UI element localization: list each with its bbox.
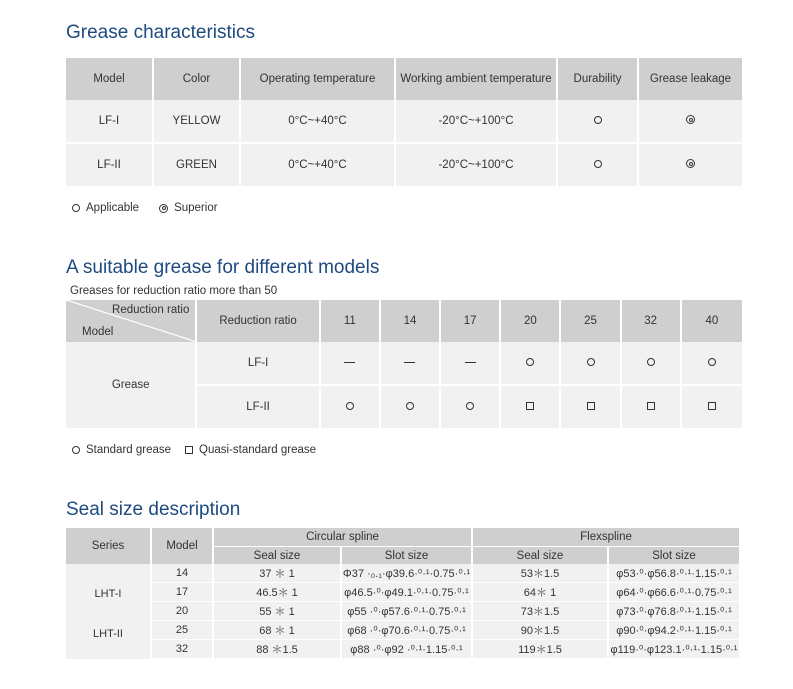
superior-double-circle-icon	[686, 115, 695, 124]
cell-grease-leakage	[639, 144, 742, 186]
seal-size-table	[66, 528, 739, 659]
superior-double-circle-icon	[159, 204, 168, 213]
cell-durability	[558, 144, 639, 186]
cell-circular-slot: φ68 ·⁰·φ70.6·⁰·¹·0.75·⁰·¹	[342, 621, 473, 640]
header-ratio-17: 17	[441, 300, 501, 342]
cell-circular-seal: 68 ＊ 1	[214, 621, 342, 640]
table-header-row	[66, 58, 742, 100]
cell-circular-seal: 55 ＊ 1	[214, 602, 342, 621]
standard-grease-circle-icon	[466, 402, 474, 410]
header-ratio-40: 40	[682, 300, 742, 342]
grease-characteristics-table	[66, 58, 742, 186]
cell-mark	[321, 386, 381, 428]
standard-grease-circle-icon	[526, 358, 534, 366]
table-row	[66, 621, 739, 640]
standard-grease-circle-icon	[406, 402, 414, 410]
header-circular-spline: Circular spline	[214, 528, 473, 546]
table-header-row	[66, 300, 742, 342]
quasi-standard-square-icon	[185, 446, 193, 454]
table-row	[66, 342, 742, 386]
cell-flex-slot: φ90·⁰·φ94.2·⁰·¹·1.15·⁰·¹	[609, 621, 739, 640]
header-flex-slot-size: Slot size	[609, 546, 739, 564]
standard-grease-circle-icon	[72, 446, 80, 454]
header-circular-seal-size: Seal size	[214, 546, 342, 564]
cell-model: 20	[152, 602, 214, 621]
cell-mark	[381, 386, 441, 428]
cell-mark	[381, 342, 441, 386]
cell-mark	[501, 342, 561, 386]
header-ratio-11: 11	[321, 300, 381, 342]
table-row	[66, 100, 742, 144]
cell-durability	[558, 100, 639, 144]
legend-superior-label: Superior	[174, 202, 218, 214]
cell-mark	[441, 342, 501, 386]
cell-mark	[561, 342, 621, 386]
standard-grease-circle-icon	[708, 358, 716, 366]
header-series: Series	[66, 528, 152, 564]
legend-grease-types	[72, 444, 316, 456]
grease-selection-table	[66, 300, 742, 428]
quasi-standard-square-icon	[647, 402, 655, 410]
applicable-circle-icon	[72, 204, 80, 212]
header-flex-seal-size: Seal size	[473, 546, 609, 564]
header-color: Color	[154, 58, 241, 100]
cell-ambient-temp: -20°C~+100°C	[396, 100, 558, 144]
standard-grease-circle-icon	[587, 358, 595, 366]
series-lht-i: LHT-I	[94, 587, 122, 600]
diagonal-header-cell	[66, 300, 197, 342]
table-header-row	[66, 528, 739, 546]
header-model: Model	[66, 58, 154, 100]
cell-mark	[441, 386, 501, 428]
cell-operating-temp: 0°C~+40°C	[241, 144, 396, 186]
cell-circular-slot: φ55 ·⁰·φ57.6·⁰·¹·0.75·⁰·¹	[342, 602, 473, 621]
cell-flex-slot: φ73·⁰·φ76.8·⁰·¹·1.15·⁰·¹	[609, 602, 739, 621]
cell-model: LF-I	[197, 342, 320, 386]
header-reduction-ratio: Reduction ratio	[197, 300, 320, 342]
diag-bottom-label: Model	[82, 326, 114, 338]
table-row	[66, 640, 739, 659]
header-model: Model	[152, 528, 214, 564]
section-title-suitable-grease: A suitable grease for different models	[66, 257, 380, 278]
applicable-circle-icon	[594, 160, 602, 168]
cell-model: LF-I	[66, 100, 154, 144]
quasi-standard-square-icon	[526, 402, 534, 410]
cell-color: GREEN	[154, 144, 241, 186]
diag-top-label: Reduction ratio	[112, 304, 190, 316]
cell-model: 17	[152, 583, 214, 602]
superior-double-circle-icon	[686, 159, 695, 168]
section-title-seal-size: Seal size description	[66, 499, 241, 520]
header-circular-slot-size: Slot size	[342, 546, 473, 564]
cell-circular-seal: 88 ＊1.5	[214, 640, 342, 659]
cell-color: YELLOW	[154, 100, 241, 144]
cell-mark	[501, 386, 561, 428]
cell-mark	[682, 342, 742, 386]
cell-flex-seal: 53＊1.5	[473, 564, 609, 583]
table-row	[66, 583, 739, 602]
cell-flex-seal: 119＊1.5	[473, 640, 609, 659]
cell-model: LF-II	[66, 144, 154, 186]
cell-mark	[622, 342, 682, 386]
cell-flex-seal: 73＊1.5	[473, 602, 609, 621]
section-title-grease-characteristics: Grease characteristics	[66, 22, 256, 43]
standard-grease-circle-icon	[647, 358, 655, 366]
header-operating-temperature: Operating temperature	[241, 58, 396, 100]
cell-circular-seal: 37 ＊ 1	[214, 564, 342, 583]
quasi-standard-square-icon	[587, 402, 595, 410]
cell-circular-slot: Φ37 ·₀.₁·φ39.6·⁰·¹·0.75·⁰·¹	[342, 564, 473, 583]
cell-mark	[682, 386, 742, 428]
quasi-standard-square-icon	[708, 402, 716, 410]
applicable-circle-icon	[594, 116, 602, 124]
series-lht-ii: LHT-II	[93, 627, 123, 640]
cell-flex-seal: 64＊ 1	[473, 583, 609, 602]
cell-circular-slot: φ46.5·⁰·φ49.1·⁰·¹·0.75·⁰·¹	[342, 583, 473, 602]
standard-grease-circle-icon	[346, 402, 354, 410]
not-applicable-dash-icon	[465, 362, 476, 363]
cell-model: 25	[152, 621, 214, 640]
cell-mark	[561, 386, 621, 428]
cell-model: LF-II	[197, 386, 320, 428]
cell-model: 32	[152, 640, 214, 659]
cell-circular-slot: φ88 ·⁰·φ92 ·⁰·¹·1.15·⁰·¹	[342, 640, 473, 659]
not-applicable-dash-icon	[404, 362, 415, 363]
cell-flex-slot: φ64·⁰·φ66.6·⁰·¹·0.75·⁰·¹	[609, 583, 739, 602]
cell-mark	[321, 342, 381, 386]
header-ratio-20: 20	[501, 300, 561, 342]
cell-flex-slot: φ119·⁰·φ123.1·⁰·¹·1.15·⁰·¹	[609, 640, 739, 659]
header-working-ambient-temperature: Working ambient temperature	[396, 58, 558, 100]
table-row	[66, 564, 739, 583]
cell-grease-group: Grease	[66, 342, 197, 428]
cell-flex-slot: φ53·⁰·φ56.8·⁰·¹·1.15·⁰·¹	[609, 564, 739, 583]
cell-circular-seal: 46.5＊ 1	[214, 583, 342, 602]
legend-quasi-label: Quasi-standard grease	[199, 444, 317, 456]
legend-grease-characteristics	[72, 202, 218, 214]
table-row	[66, 602, 739, 621]
cell-operating-temp: 0°C~+40°C	[241, 100, 396, 144]
header-ratio-25: 25	[561, 300, 621, 342]
cell-flex-seal: 90＊1.5	[473, 621, 609, 640]
legend-applicable-label: Applicable	[86, 202, 140, 214]
cell-mark	[622, 386, 682, 428]
header-flexspline: Flexspline	[473, 528, 739, 546]
cell-model: 14	[152, 564, 214, 583]
cell-series	[66, 564, 152, 659]
cell-ambient-temp: -20°C~+100°C	[396, 144, 558, 186]
header-ratio-14: 14	[381, 300, 441, 342]
table-row	[66, 144, 742, 186]
header-durability: Durability	[558, 58, 639, 100]
cell-grease-leakage	[639, 100, 742, 144]
header-ratio-32: 32	[622, 300, 682, 342]
subtitle-reduction-ratio-note: Greases for reduction ratio more than 50	[70, 285, 278, 297]
header-grease-leakage: Grease leakage	[639, 58, 742, 100]
not-applicable-dash-icon	[344, 362, 355, 363]
legend-standard-label: Standard grease	[86, 444, 172, 456]
